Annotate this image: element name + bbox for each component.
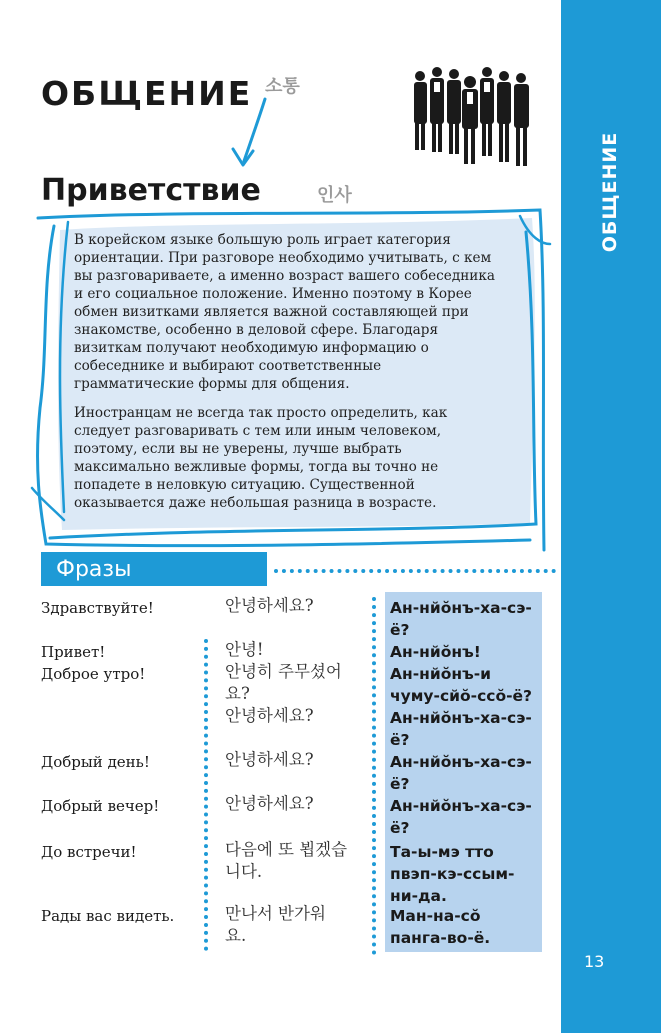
dotted-divider [274, 569, 556, 573]
page-title-korean: 소통 [265, 76, 300, 97]
phrase-russian: Здравствуйте! [41, 599, 154, 617]
page-title: ОБЩЕНИЕ [41, 74, 253, 113]
hand-drawn-arrow-icon [220, 95, 280, 175]
section-title: Приветствие [41, 173, 261, 208]
phrase-korean: 안녕! [225, 640, 264, 659]
side-title [560, 0, 660, 410]
phrase-pronunciation: Ман-на-сŏ панга-во-ё. [390, 907, 491, 947]
phrase-pronunciation: Ан-нйŏнъ! [390, 643, 481, 661]
phrase-pronunciation: Ан-нйŏнъ-ха-сэ-ё? [390, 599, 532, 639]
phrase-korean: 안녕하세요? [225, 750, 314, 769]
note-paragraph: В корейском языке большую роль играет категория ориентации. При разговоре необходимо учитывать, с кем вы разговариваете, а именно возраст вашего собеседника и его социальное положение. Именно поэтому в Корее обмен визитками является важной составляющей при знакомстве, особенно в деловой сфере. Благодаря визиткам получают необходимую информацию о собеседнике и выбирают соответственные грамматические формы для общения. [74, 232, 495, 392]
phrase-korean: 안녕하세요? [225, 596, 314, 615]
phrases-label: Фразы [56, 557, 132, 582]
phrase-pronunciation: Ан-нйŏнъ-ха-сэ-ё? [390, 797, 532, 837]
phrases-tab [41, 552, 267, 586]
page-number: 13 [584, 952, 605, 971]
phrase-korean: 안녕하세요? [225, 706, 314, 725]
crowd-illustration [410, 62, 535, 180]
phrase-korean: 안녕히 주무셨어요? [225, 662, 342, 703]
phrase-russian: Привет! [41, 643, 106, 661]
dotted-divider [372, 597, 376, 955]
phrase-russian: До встречи! [41, 843, 137, 861]
phrase-korean: 만나서 반가워요. [225, 904, 326, 945]
dotted-divider [204, 639, 208, 951]
phrase-russian: Добрый вечер! [41, 797, 160, 815]
phrase-korean: 안녕하세요? [225, 794, 314, 813]
phrase-pronunciation: Та-ы-мэ тто пвэп-кэ-ссым-ни-да. [390, 843, 515, 905]
phrase-pronunciation: Ан-нйŏнъ-ха-сэ-ё? [390, 753, 532, 793]
phrase-russian: Рады вас видеть. [41, 907, 175, 925]
phrase-russian: Доброе утро! [41, 665, 146, 683]
phrase-korean: 다음에 또 뵙겠습니다. [225, 840, 348, 881]
note-paragraph: Иностранцам не всегда так просто определить, как следует разговаривать с тем или иным человеком, поэтому, если вы не уверены, лучше выбрать максимально вежливые формы, тогда вы точно не попадете в неловкую ситуацию. Существенной оказывается даже небольшая разница в возрасте. [74, 405, 448, 511]
section-title-korean: 인사 [317, 185, 352, 206]
phrase-russian: Добрый день! [41, 753, 150, 771]
phrase-pronunciation: Ан-нйŏнъ-ха-сэ-ё? [390, 709, 532, 749]
phrase-pronunciation: Ан-нйŏнъ-и чуму-сйŏ-ссŏ-ё? [390, 665, 533, 705]
note-box [74, 231, 498, 523]
side-title-text: ОБЩЕНИЕ [599, 131, 621, 253]
